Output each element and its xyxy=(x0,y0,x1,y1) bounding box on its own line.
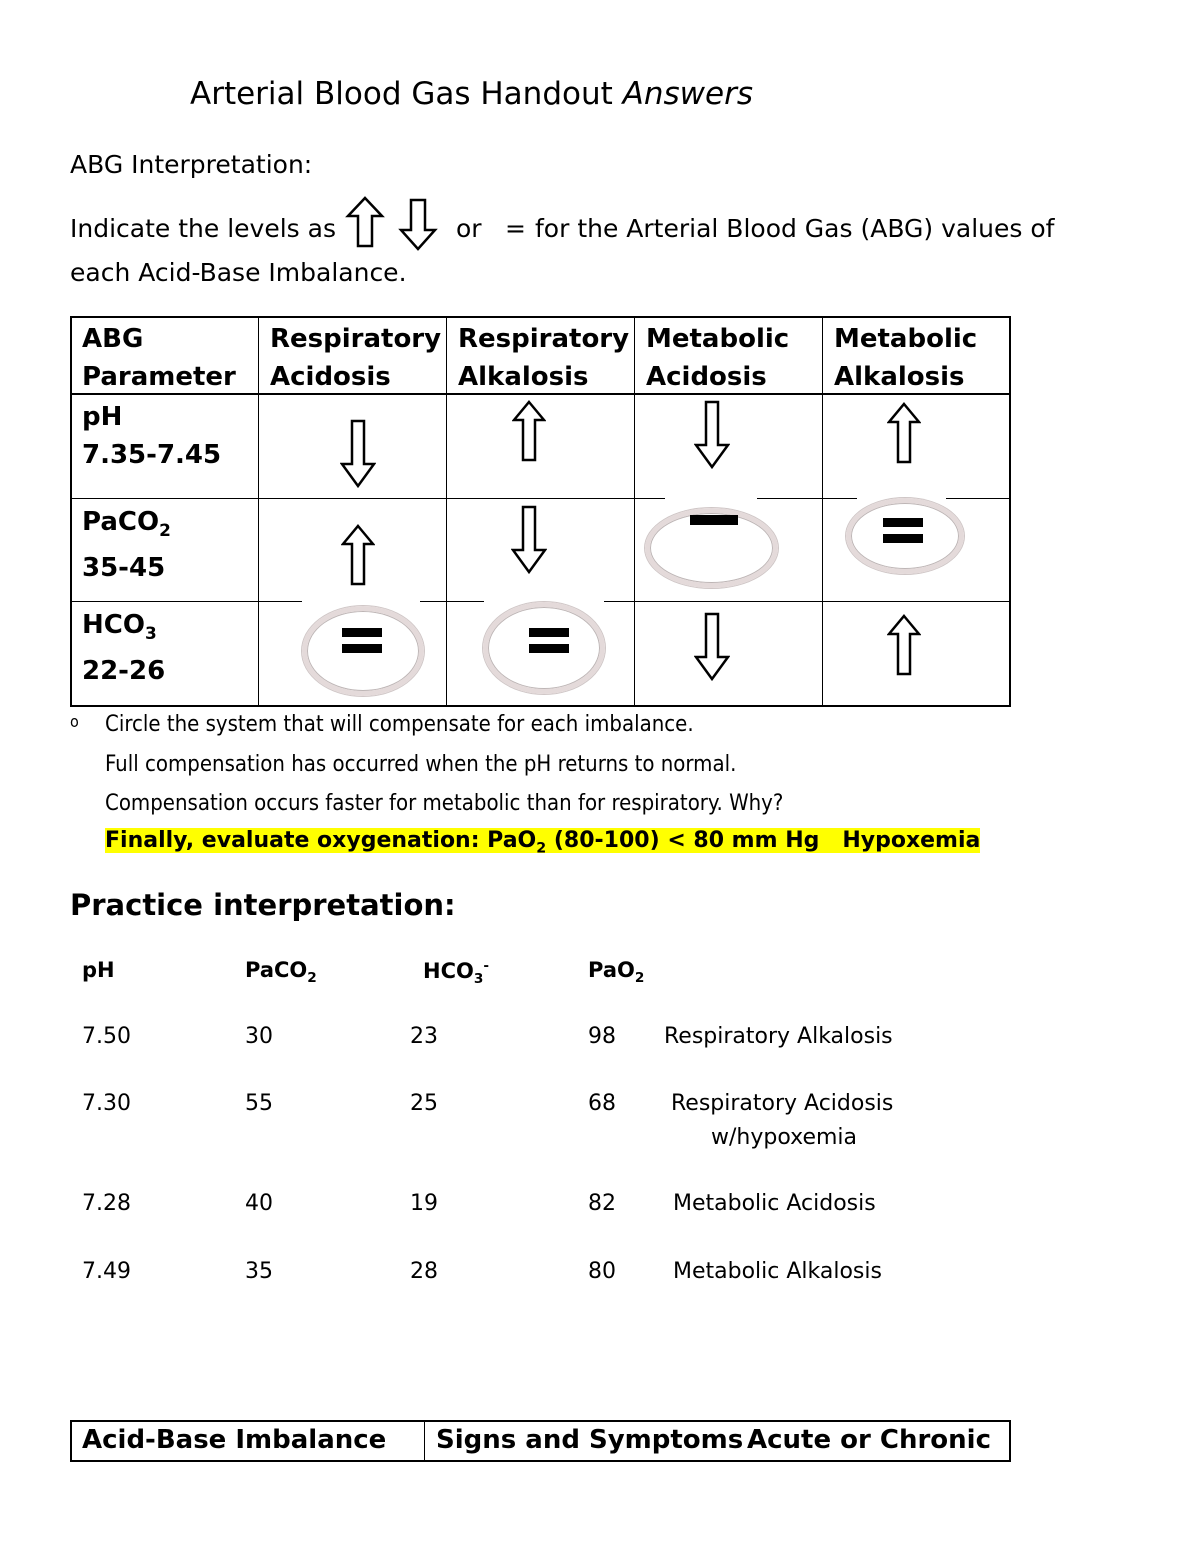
down-arrow-icon xyxy=(398,198,438,252)
header-abg-parameter: ABG Parameter xyxy=(82,324,236,392)
down-arrow-icon xyxy=(340,419,376,489)
instruction-line xyxy=(70,214,336,243)
header-metabolic-alkalosis: Metabolic Alkalosis xyxy=(834,324,978,392)
note-line-2: Full compensation has occurred when the pH returns to normal. xyxy=(105,752,737,777)
title-main: Arterial Blood Gas Handout xyxy=(190,76,613,112)
practice-answer-line2: w/hypoxemia xyxy=(711,1125,858,1150)
header-metabolic-acidosis: Metabolic Acidosis xyxy=(646,324,790,392)
note-line-1: Circle the system that will compensate for each imbalance. xyxy=(105,712,694,737)
down-arrow-icon xyxy=(694,612,730,682)
instruction-equals: = xyxy=(505,214,526,243)
bottom-header-imbalance: Acid-Base Imbalance xyxy=(82,1425,387,1455)
note-line-3: Compensation occurs faster for metabolic than for respiratory. Why? xyxy=(105,791,784,816)
practice-paco2-value: 40 xyxy=(245,1191,273,1216)
practice-ph-value: 7.30 xyxy=(82,1091,131,1116)
practice-answer: Metabolic Acidosis xyxy=(673,1191,876,1216)
bottom-header-signs: Signs and Symptoms xyxy=(436,1425,744,1455)
practice-col-hco3: $HCO_3^-$ xyxy=(423,958,490,988)
down-arrow-icon xyxy=(511,505,547,575)
instruction-part2: for the Arterial Blood Gas (ABG) values of xyxy=(535,214,1055,243)
practice-answer: Respiratory Alkalosis xyxy=(664,1024,893,1049)
practice-pao2-value: 68 xyxy=(588,1091,616,1116)
practice-paco2-value: 30 xyxy=(245,1024,273,1049)
practice-heading: Practice interpretation: xyxy=(70,888,456,922)
up-arrow-icon xyxy=(887,402,921,464)
abg-heading: ABG Interpretation: xyxy=(70,150,313,179)
page-title xyxy=(190,76,753,112)
row-label-hco3: $HCO_3$ 22-26 xyxy=(82,610,166,687)
bottom-header-acute-chronic: Acute or Chronic xyxy=(747,1425,992,1455)
practice-hco3-value: 19 xyxy=(410,1191,438,1216)
header-respiratory-alkalosis: Respiratory Alkalosis xyxy=(458,324,630,392)
equals-icon xyxy=(529,628,569,653)
practice-hco3-value: 23 xyxy=(410,1024,438,1049)
instruction-or: or xyxy=(456,214,482,243)
practice-answer: Respiratory Acidosis xyxy=(671,1091,894,1116)
header-respiratory-acidosis: Respiratory Acidosis xyxy=(270,324,442,392)
equals-icon xyxy=(342,628,382,653)
bullet-icon: o xyxy=(70,712,79,731)
up-arrow-icon xyxy=(887,614,921,676)
instruction-part1: Indicate the levels as xyxy=(70,214,336,243)
practice-hco3-value: 25 xyxy=(410,1091,438,1116)
title-answers: Answers xyxy=(622,76,753,112)
up-arrow-icon xyxy=(345,196,385,248)
practice-pao2-value: 98 xyxy=(588,1024,616,1049)
down-arrow-icon xyxy=(694,400,730,470)
practice-hco3-value: 28 xyxy=(410,1259,438,1284)
practice-paco2-value: 55 xyxy=(245,1091,273,1116)
up-arrow-icon xyxy=(341,524,375,586)
practice-paco2-value: 35 xyxy=(245,1259,273,1284)
practice-pao2-value: 80 xyxy=(588,1259,616,1284)
row-label-paco2: PaCO$_2$ 35-45 xyxy=(82,507,171,584)
oxygenation-note: Finally, evaluate oxygenation: PaO$_2$ (80-100) < 80 mm Hg Hypoxemia xyxy=(105,828,981,857)
practice-col-ph: pH xyxy=(82,958,115,982)
up-arrow-icon xyxy=(512,400,546,462)
practice-ph-value: 7.49 xyxy=(82,1259,131,1284)
practice-ph-value: 7.28 xyxy=(82,1191,131,1216)
practice-col-paco2: PaCO$_2$ xyxy=(245,958,317,987)
equals-icon xyxy=(690,515,738,525)
practice-pao2-value: 82 xyxy=(588,1191,616,1216)
equals-icon xyxy=(883,518,923,543)
practice-answer: Metabolic Alkalosis xyxy=(673,1259,882,1284)
instruction-line2: each Acid-Base Imbalance. xyxy=(70,258,407,287)
practice-ph-value: 7.50 xyxy=(82,1024,131,1049)
practice-col-pao2: PaO$_2$ xyxy=(588,958,645,987)
row-label-ph: pH 7.35-7.45 xyxy=(82,402,222,470)
